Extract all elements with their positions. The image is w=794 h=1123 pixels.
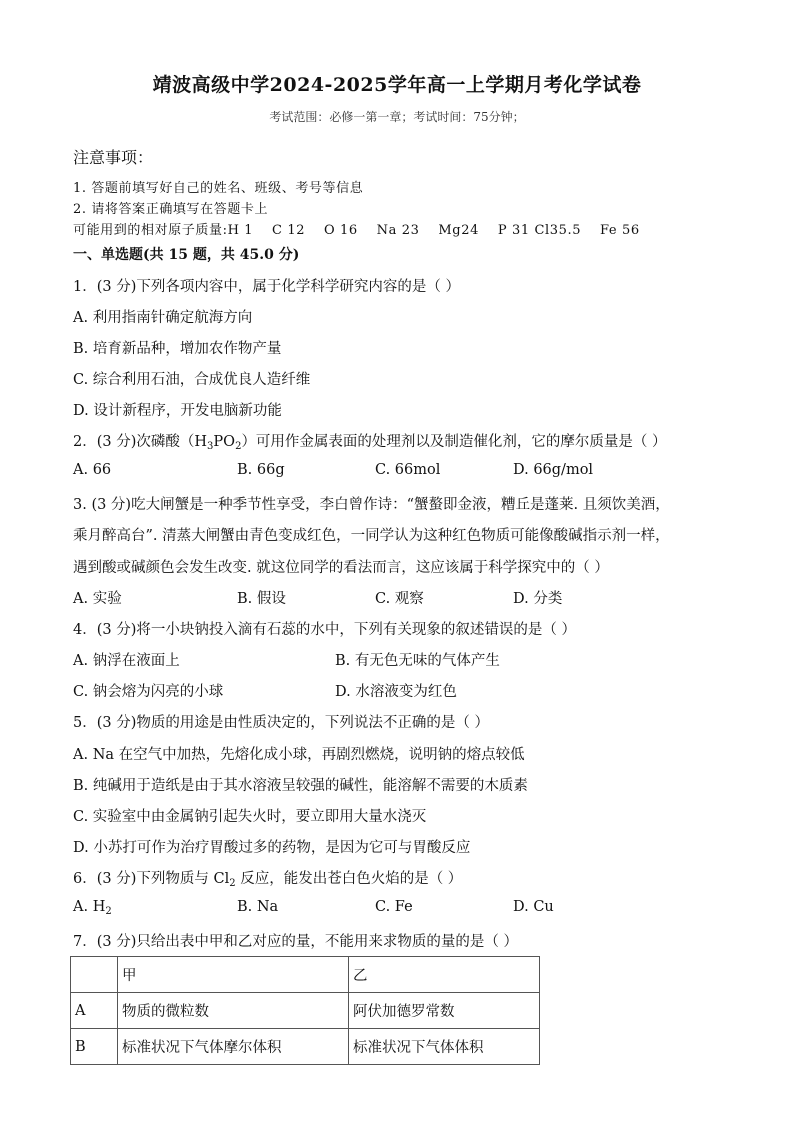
subscript: 3: [207, 441, 214, 452]
question-6-stem: [73, 867, 462, 888]
subscript: 2: [235, 441, 242, 452]
question-6-option-a[interactable]: [73, 899, 112, 915]
question-1-option-d[interactable]: D. 设计新程序，开发电脑新功能: [73, 403, 282, 419]
exam-subtitle: 考试范围：必修一第一章；考试时间：75分钟；: [269, 110, 525, 124]
question-7-stem: 7．(3 分)只给出表中甲和乙对应的量，不能用来求物质的量的是（ ）: [73, 934, 518, 950]
question-5-stem: 5．(3 分)物质的用途是由性质决定的，下列说法不正确的是（ ）: [73, 715, 489, 731]
question-4-option-a[interactable]: A. 钠浮在液面上: [73, 653, 180, 669]
question-3-option-d[interactable]: D. 分类: [513, 591, 563, 607]
table-cell: A: [71, 993, 118, 1029]
question-5-option-b[interactable]: B. 纯碱用于造纸是由于其水溶液呈较强的碱性，能溶解不需要的木质素: [73, 778, 528, 794]
option-text: A. H: [73, 899, 106, 915]
question-3-line: 遇到酸或碱颜色会发生改变. 就这位同学的看法而言，这应该属于科学探究中的（ ）: [73, 560, 609, 576]
notice-heading: 注意事项：: [73, 148, 154, 167]
subscript: 2: [105, 906, 112, 917]
table-header-row: [71, 957, 540, 993]
question-2-option-c[interactable]: C. 66mol: [375, 462, 441, 478]
question-1-option-c[interactable]: C. 综合利用石油，合成优良人造纤维: [73, 372, 311, 388]
question-4-option-c[interactable]: C. 钠会熔为闪亮的小球: [73, 684, 224, 700]
section-heading: 一、单选题(共 15 题，共 45.0 分): [73, 247, 300, 263]
question-5-option-d[interactable]: D. 小苏打可作为治疗胃酸过多的药物，是因为它可与胃酸反应: [73, 840, 471, 856]
question-6-option-d[interactable]: D. Cu: [513, 899, 554, 915]
question-2-option-a[interactable]: A. 66: [73, 462, 112, 478]
stem-text: 反应，能发出苍白色火焰的是（ ）: [235, 871, 463, 887]
notice-line: 2. 请将答案正确填写在答题卡上: [73, 202, 269, 217]
table-row: [71, 993, 540, 1029]
question-1-stem: 1．(3 分)下列各项内容中，属于化学科学研究内容的是（ ）: [73, 279, 460, 295]
question-3-option-a[interactable]: A. 实验: [73, 591, 122, 607]
table-row: [71, 1029, 540, 1065]
notice-line: 1. 答题前填写好自己的姓名、班级、考号等信息: [73, 181, 364, 196]
question-3-line: 3. (3 分)吃大闸蟹是一种季节性享受，李白曾作诗：“蟹螯即金液，糟丘是蓬莱. 且须饮美酒，: [73, 497, 670, 513]
question-2-option-d[interactable]: D. 66g/mol: [513, 462, 594, 478]
question-2-option-b[interactable]: B. 66g: [237, 462, 285, 478]
question-1-option-b[interactable]: B. 培育新品种，增加农作物产量: [73, 341, 282, 357]
table-cell: 物质的微粒数: [118, 993, 349, 1029]
atomic-mass-line: 可能用到的相对原子质量:H 1 C 12 O 16 Na 23 Mg24 P 31 Cl35.5 Fe 56: [73, 223, 640, 238]
question-1-option-a[interactable]: A. 利用指南针确定航海方向: [73, 310, 253, 326]
question-5-option-c[interactable]: C. 实验室中由金属钠引起失火时，要立即用大量水浇灭: [73, 809, 427, 825]
stem-text: ）可用作金属表面的处理剂以及制造催化剂，它的摩尔质量是（ ）: [241, 434, 667, 450]
question-3-line: 乘月醉高台”. 清蒸大闸蟹由青色变成红色，一同学认为这种红色物质可能像酸碱指示剂一样，: [73, 528, 670, 544]
exam-title: 靖波高级中学2024-2025学年高一上学期月考化学试卷: [152, 74, 642, 96]
question-4-option-d[interactable]: D. 水溶液变为红色: [335, 684, 457, 700]
question-4-stem: 4．(3 分)将一小块钠投入滴有石蕊的水中，下列有关现象的叙述错误的是（ ）: [73, 622, 576, 638]
question-5-option-a[interactable]: A. Na 在空气中加热，先熔化成小球，再剧烈燃烧，说明钠的熔点较低: [73, 747, 525, 763]
question-6-option-b[interactable]: B. Na: [237, 899, 279, 915]
question-4-option-b[interactable]: B. 有无色无味的气体产生: [335, 653, 500, 669]
question-3-option-c[interactable]: C. 观察: [375, 591, 424, 607]
table-cell: 乙: [349, 957, 540, 993]
subscript: 2: [229, 878, 236, 889]
question-3-option-b[interactable]: B. 假设: [237, 591, 286, 607]
table-cell: [71, 957, 118, 993]
stem-text: PO: [213, 434, 236, 450]
question-6-option-c[interactable]: C. Fe: [375, 899, 413, 915]
stem-text: 6．(3 分)下列物质与 Cl: [73, 871, 230, 887]
table-cell: 标准状况下气体体积: [349, 1029, 540, 1065]
table-cell: 甲: [118, 957, 349, 993]
question-7-table: [70, 956, 540, 1065]
stem-text: 2．(3 分)次磷酸（H: [73, 434, 208, 450]
table-cell: 标准状况下气体摩尔体积: [118, 1029, 349, 1065]
table-cell: 阿伏加德罗常数: [349, 993, 540, 1029]
table-cell: B: [71, 1029, 118, 1065]
question-2-stem: [73, 430, 667, 451]
